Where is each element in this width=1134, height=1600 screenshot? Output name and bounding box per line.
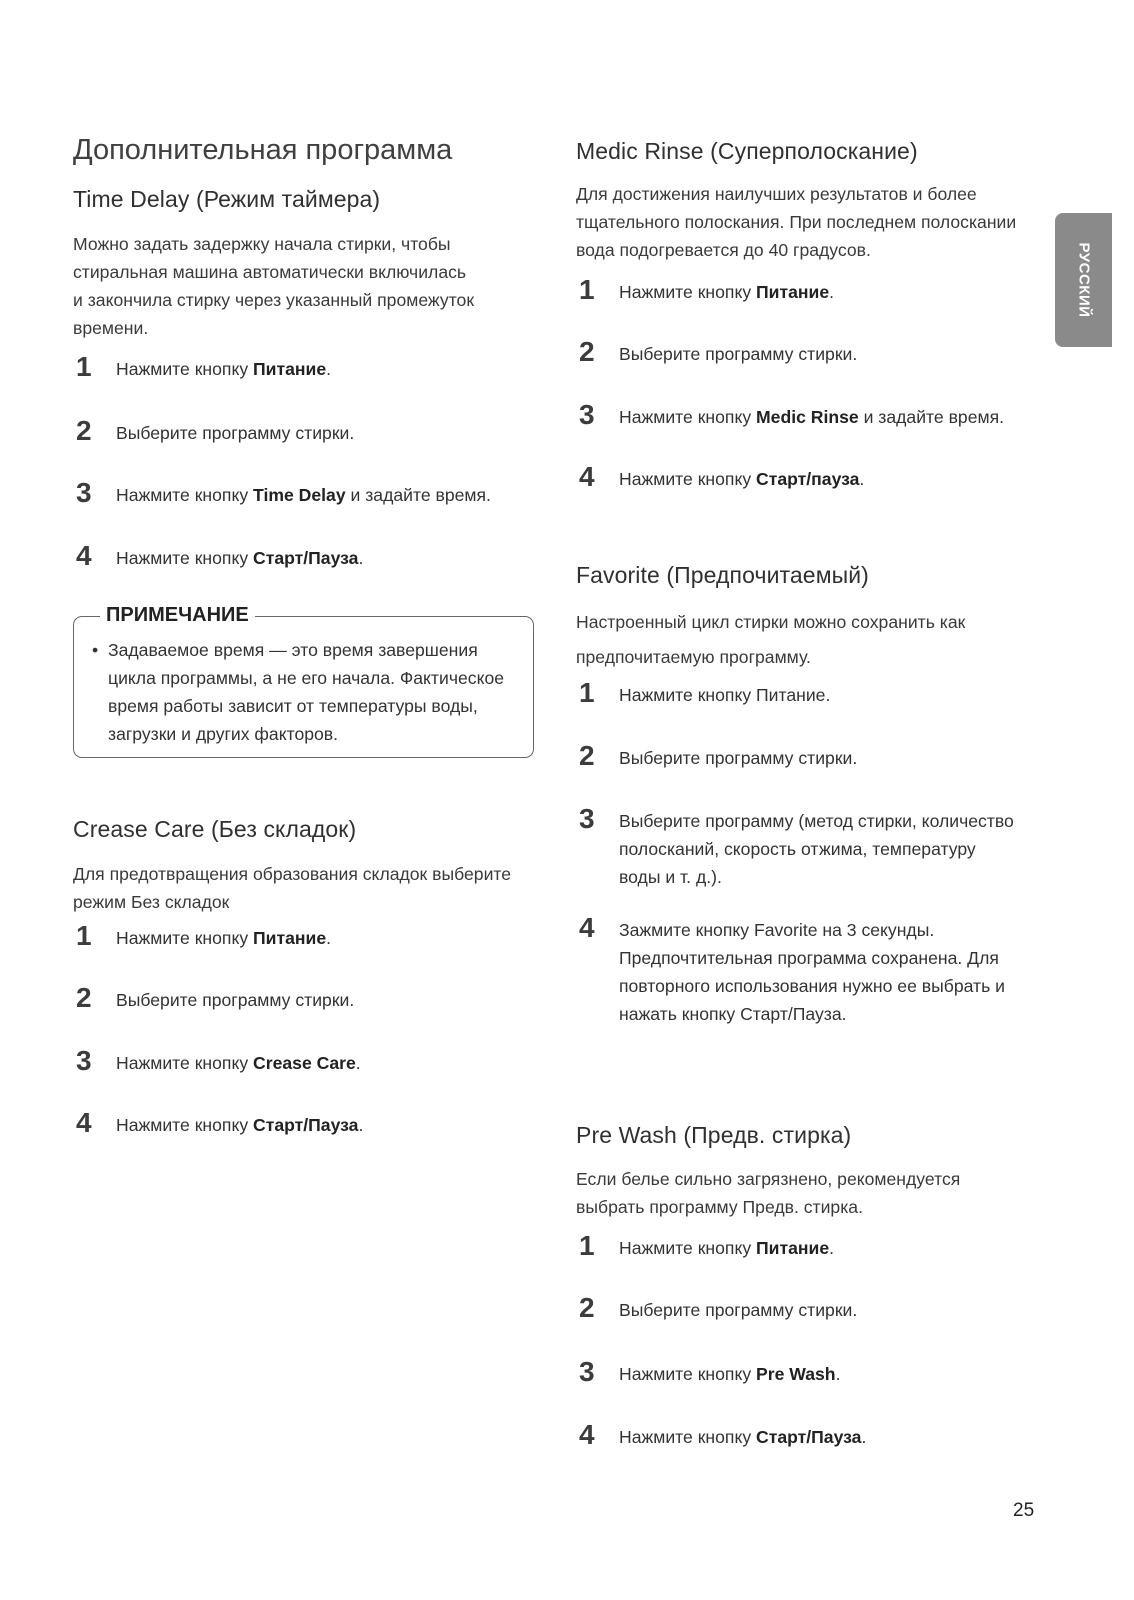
step-text: Нажмите кнопку Питание. — [619, 685, 831, 705]
section-description-medic-rinse — [576, 180, 1046, 264]
bullet-icon: • — [92, 640, 99, 660]
note-title: ПРИМЕЧАНИЕ — [100, 604, 255, 627]
section-description-favorite — [576, 605, 1046, 675]
step-number: 4 — [579, 461, 595, 492]
description-line: и закончила стирку через указанный промежуток — [73, 290, 475, 310]
section-title-favorite: Favorite (Предпочитаемый) — [576, 562, 869, 588]
section-title-time-delay: Time Delay (Режим таймера) — [73, 186, 381, 212]
step-number: 3 — [76, 477, 92, 508]
language-tab-label: РУССКИЙ — [1075, 242, 1092, 318]
note-line: Задаваемое время — это время завершения — [108, 640, 478, 660]
section-title-medic-rinse: Medic Rinse (Суперполоскание) — [576, 138, 918, 164]
step-text: Нажмите кнопку Medic Rinse и задайте время. — [619, 407, 1004, 427]
step-number: 3 — [579, 399, 595, 430]
step-text: Нажмите кнопку Старт/Пауза. — [619, 1427, 867, 1447]
description-line: Если белье сильно загрязнено, рекомендуется — [576, 1169, 961, 1189]
step-number: 4 — [579, 1419, 595, 1450]
note-text — [108, 636, 528, 748]
step-number: 4 — [76, 1107, 92, 1138]
description-line: Можно задать задержку начала стирки, чтобы — [73, 234, 451, 254]
step-text: Выберите программу стирки. — [116, 423, 355, 443]
note-line: время работы зависит от температуры воды, — [108, 696, 478, 716]
description-line: Для предотвращения образования складок выберите — [73, 864, 512, 884]
step-text: Нажмите кнопку Питание. — [619, 1238, 835, 1258]
section-title-pre-wash: Pre Wash (Предв. стирка) — [576, 1122, 852, 1148]
step-number: 3 — [76, 1045, 92, 1076]
note-line: загрузки и других факторов. — [108, 724, 339, 744]
description-line: режим Без складок — [73, 892, 230, 912]
step-number: 1 — [579, 677, 595, 708]
step-text: Выберите программу стирки. — [619, 344, 858, 364]
description-line: Для достижения наилучших результатов и более — [576, 184, 977, 204]
step-text: Зажмите кнопку Favorite на 3 секунды. Предпочтительная программа сохранена. Для повторного использования нужно ее выбрать и нажать кнопку Старт/Пауза. — [619, 920, 1005, 1024]
section-description-time-delay — [73, 230, 543, 342]
step-text: Нажмите кнопку Crease Care. — [116, 1053, 361, 1073]
page-number: 25 — [1013, 1500, 1035, 1521]
step-number: 3 — [579, 1356, 595, 1387]
description-line: Настроенный цикл стирки можно сохранить как — [576, 612, 966, 632]
step-text: Выберите программу стирки. — [116, 990, 355, 1010]
step-text: Нажмите кнопку Питание. — [116, 928, 332, 948]
step-text: Нажмите кнопку Старт/Пауза. — [116, 548, 364, 568]
description-line: времени. — [73, 318, 149, 338]
step-number: 2 — [579, 1292, 595, 1323]
section-description-pre-wash — [576, 1165, 1046, 1221]
step-text: Выберите программу (метод стирки, количество полосканий, скорость отжима, температуру воды и т. д.). — [619, 811, 1014, 887]
section-title-crease-care: Crease Care (Без складок) — [73, 816, 357, 842]
page-title: Дополнительная программа — [73, 134, 453, 166]
step-number: 4 — [76, 540, 92, 571]
section-description-crease-care — [73, 860, 543, 916]
step-number: 2 — [579, 740, 595, 771]
step-text: Нажмите кнопку Питание. — [116, 359, 332, 379]
description-line: вода подогревается до 40 градусов. — [576, 240, 871, 260]
step-number: 2 — [76, 415, 92, 446]
step-text: Нажмите кнопку Старт/пауза. — [619, 469, 865, 489]
step-number: 1 — [76, 351, 92, 382]
step-text: Нажмите кнопку Старт/Пауза. — [116, 1115, 364, 1135]
note-line: цикла программы, а не его начала. Фактическое — [108, 668, 505, 688]
step-number: 1 — [579, 1230, 595, 1261]
description-line: выбрать программу Предв. стирка. — [576, 1197, 863, 1217]
step-text: Нажмите кнопку Питание. — [619, 282, 835, 302]
step-text: Выберите программу стирки. — [619, 1300, 858, 1320]
step-number: 1 — [76, 920, 92, 951]
description-line: тщательного полоскания. При последнем полоскании — [576, 212, 1017, 232]
step-number: 1 — [579, 274, 595, 305]
step-number: 2 — [579, 336, 595, 367]
language-tab — [1055, 213, 1112, 347]
step-text: Выберите программу стирки. — [619, 748, 858, 768]
step-number: 4 — [579, 912, 595, 943]
description-line: стиральная машина автоматически включилась — [73, 262, 467, 282]
step-number: 2 — [76, 982, 92, 1013]
step-number: 3 — [579, 803, 595, 834]
step-text: Нажмите кнопку Time Delay и задайте время. — [116, 485, 491, 505]
description-line: предпочитаемую программу. — [576, 647, 811, 667]
step-text: Нажмите кнопку Pre Wash. — [619, 1364, 841, 1384]
